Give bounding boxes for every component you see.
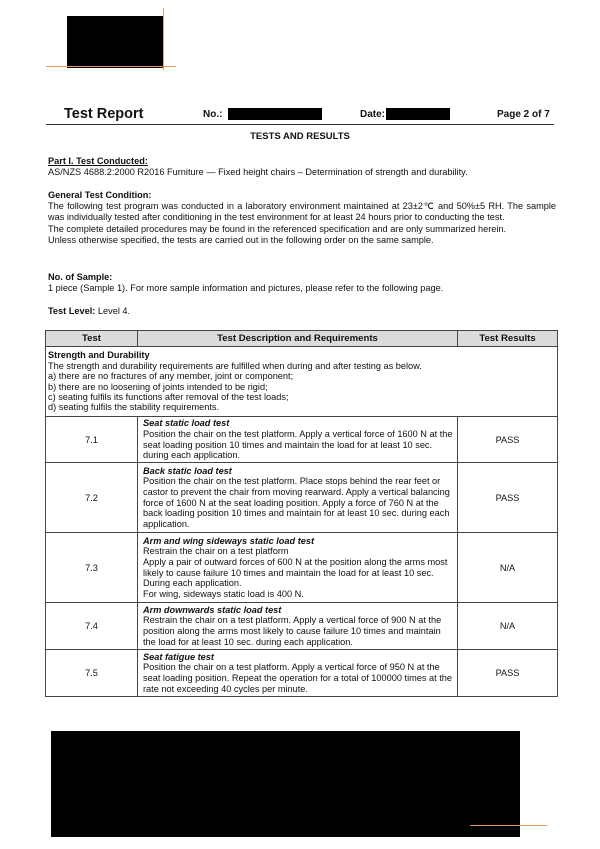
test-description: [138, 533, 458, 603]
group-line: a) there are no fractures of any member, joint or component;: [48, 371, 294, 382]
group-line: d) seating fulfils the stability requirements.: [48, 402, 220, 413]
group-cell: [46, 347, 558, 417]
table-row: [46, 463, 558, 533]
part1-section: [48, 156, 556, 178]
header-description: Test Description and Requirements: [138, 331, 458, 347]
header-results: Test Results: [458, 331, 558, 347]
sample-heading: No. of Sample:: [48, 272, 113, 282]
general-condition-heading: General Test Condition:: [48, 190, 152, 200]
footer-divider: [470, 825, 547, 826]
report-number-label: No.:: [203, 109, 223, 120]
test-title: Back static load test: [143, 465, 232, 476]
general-condition-para1: The following test program was conducted in a laboratory environment maintained at 23±2℃ and 50%±5 RH. The sample was individually tested after conditioning in the test environment for at least 24 hours prior to conducting the test.: [48, 201, 556, 223]
test-text: Position the chair on the test platform. Place stops behind the rear feet or castor to prevent the chair from moving rearward. Apply a vertical balancing force of 1600 N at the seat loading position. Apply a force of 760 N at the back loading position 10 times and maintain for at least 10 sec. during each application.: [143, 476, 450, 529]
test-result: PASS: [458, 650, 558, 697]
redacted-logo: [67, 16, 164, 68]
results-table: [45, 330, 558, 697]
header-test: Test: [46, 331, 138, 347]
test-level: [48, 306, 556, 317]
section-title: TESTS AND RESULTS: [250, 131, 350, 142]
table-header-row: [46, 331, 558, 347]
test-description: [138, 650, 458, 697]
test-text: Restrain the chair on a test platform. Apply a vertical force of 900 N at the position along the arms most likely to cause failure 10 times and maintain the load for at least 10 sec. during each application.: [143, 615, 442, 647]
redacted-report-number: [228, 108, 322, 120]
general-condition-section: [48, 190, 556, 246]
test-level-label: Test Level:: [48, 306, 96, 316]
group-line: b) there are no loosening of joints intended to be rigid;: [48, 381, 268, 392]
logo-divider-vertical: [163, 8, 164, 70]
part1-heading: Part I. Test Conducted:: [48, 156, 148, 166]
test-title: Seat fatigue test: [143, 651, 214, 662]
general-condition-para2: The complete detailed procedures may be found in the referenced specification and are only summarized herein.: [48, 223, 507, 234]
test-title: Seat static load test: [143, 418, 230, 429]
test-number: 7.4: [46, 603, 138, 650]
test-result: PASS: [458, 417, 558, 463]
page-indicator: Page 2 of 7: [497, 109, 550, 120]
test-result: PASS: [458, 463, 558, 533]
table-row: [46, 603, 558, 650]
test-description: [138, 463, 458, 533]
redacted-footer: [51, 731, 520, 837]
test-text: Position the chair on a test platform. Apply a vertical force of 950 N at the seat loading position. Repeat the operation for a total of 100000 times at the rate not exceeding 40 cycles per minute.: [143, 662, 453, 694]
test-description: [138, 417, 458, 463]
test-description: [138, 603, 458, 650]
test-text: Apply a pair of outward forces of 600 N at the position along the arms most likely to cause failure 10 times and maintain the load for at least 10 sec. During each application.: [143, 556, 448, 589]
part1-text: AS/NZS 4688.2:2000 R2016 Furniture — Fixed height chairs – Determination of strength and durability.: [48, 167, 468, 178]
test-text: For wing, sideways static load is 400 N.: [143, 588, 304, 599]
test-text: Position the chair on the test platform. Apply a vertical force of 1600 N at the seat loading position 10 times and maintain the load for at least 10 sec. during each application.: [143, 428, 453, 461]
test-number: 7.2: [46, 463, 138, 533]
redacted-date: [386, 108, 450, 120]
test-number: 7.3: [46, 533, 138, 603]
test-level-value: Level 4.: [97, 306, 131, 316]
table-row: [46, 650, 558, 697]
group-line: The strength and durability requirements are fulfilled when during and after testing as below.: [48, 360, 422, 371]
group-row: [46, 347, 558, 417]
logo-divider-horizontal: [46, 66, 176, 67]
group-title: Strength and Durability: [48, 350, 150, 361]
test-title: Arm downwards static load test: [143, 604, 282, 615]
test-result: N/A: [458, 533, 558, 603]
test-result: N/A: [458, 603, 558, 650]
general-condition-para3: Unless otherwise specified, the tests are carried out in the following order on the same sample.: [48, 234, 434, 245]
test-title: Arm and wing sideways static load test: [143, 535, 315, 546]
table-row: [46, 533, 558, 603]
test-number: 7.1: [46, 417, 138, 463]
header-divider: [46, 124, 554, 125]
test-text: Restrain the chair on a test platform: [143, 546, 289, 557]
group-line: c) seating fulfils its functions after removal of the test loads;: [48, 391, 289, 402]
sample-section: [48, 272, 556, 294]
report-title: Test Report: [64, 106, 144, 122]
test-number: 7.5: [46, 650, 138, 697]
table-row: [46, 417, 558, 463]
report-date-label: Date:: [360, 109, 386, 120]
sample-text: 1 piece (Sample 1). For more sample information and pictures, please refer to the following page.: [48, 283, 444, 294]
